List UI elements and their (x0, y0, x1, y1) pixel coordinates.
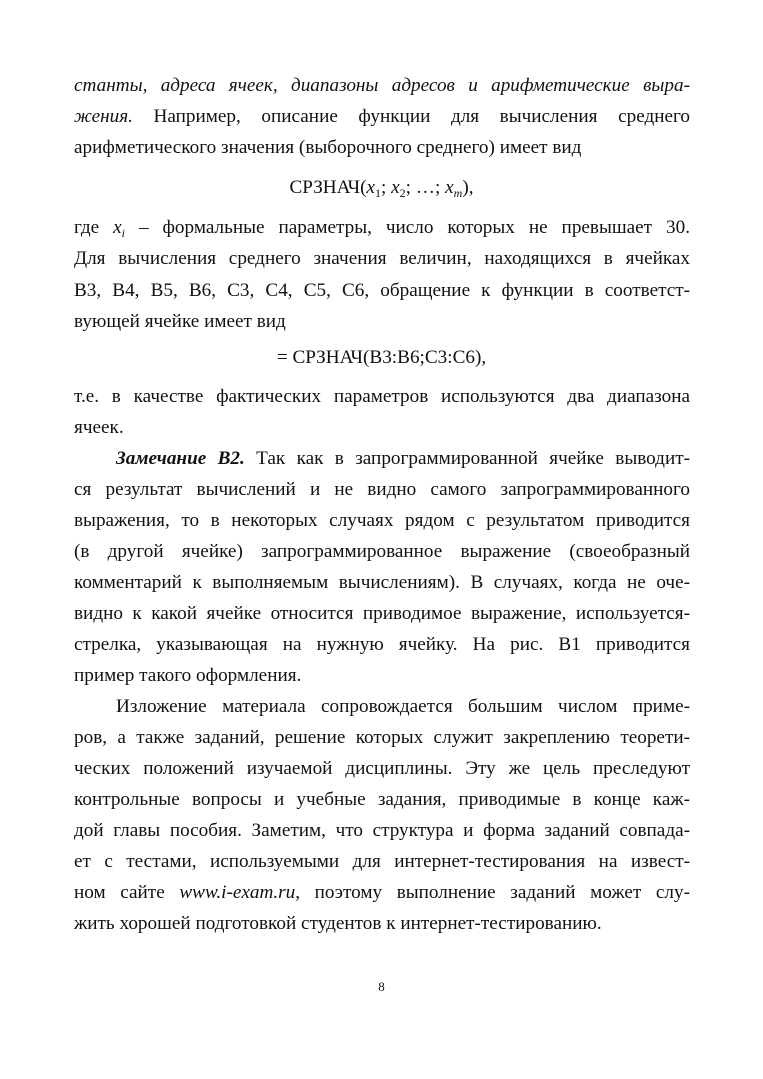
formula-function: СРЗНАЧ( (289, 177, 367, 198)
text-span: где (74, 217, 114, 238)
text-line: ческих положений изучаемой дисциплины. Эту же цель преследуют (74, 758, 690, 779)
text-span: – формальные параметры, число которых не превышает 30. (125, 217, 690, 238)
formula-sep: ; (381, 177, 392, 198)
text-line: ся результат вычислений и не видно самого запрограммированного (74, 479, 690, 500)
formula-var: x (366, 177, 375, 198)
formula-average (0, 172, 763, 203)
website-url: www.i-exam.ru (179, 882, 296, 903)
text-span: Так как в запрограммированной ячейке выводит- (244, 448, 690, 469)
text-line: арифметического значения (выборочного среднего) имеет вид (74, 137, 582, 158)
formula-var: x (113, 217, 122, 238)
formula-var: x (391, 177, 400, 198)
text-line (74, 212, 690, 243)
text-line: Для вычисления среднего значения величин, находящихся в ячейках (74, 248, 690, 269)
text-line: Изложение материала сопровождается большим числом приме- (116, 696, 690, 717)
formula-cell: = СРЗНАЧ(B3:B6;C3:C6), (276, 347, 487, 368)
text-line: контрольные вопросы и учебные задания, приводимые в конце каж- (74, 789, 690, 810)
text-line: B3, B4, B5, B6, C3, C4, C5, C6, обращение к функции в соответст- (74, 280, 690, 301)
italic-text: станты, адреса ячеек, диапазоны адресов и арифметические выра- (74, 75, 690, 96)
text-line: (в другой ячейке) запрограммированное выражение (своеобразный (74, 541, 690, 562)
text-line: ячеек. (74, 417, 124, 438)
formula-sub: m (453, 186, 463, 200)
text-line (74, 70, 690, 101)
text-span: Например, описание функции для вычисления среднего (132, 106, 690, 127)
page-number: 8 (378, 979, 385, 994)
text-line: видно к какой ячейке относится приводимое выражение, используется- (74, 603, 690, 624)
text-line (74, 877, 690, 908)
text-line: комментарий к выполняемым вычислениям). В случаях, когда не оче- (74, 572, 690, 593)
text-line: ет с тестами, используемыми для интернет-тестирования на извест- (74, 851, 690, 872)
text-line: ров, а также заданий, решение которых служит закреплению теорети- (74, 727, 690, 748)
text-line: дой главы пособия. Заметим, что структура и форма заданий совпада- (74, 820, 690, 841)
text-line: жить хорошей подготовкой студентов к интернет-тестированию. (74, 913, 602, 934)
formula-end: ), (462, 177, 474, 198)
text-line (74, 101, 690, 132)
formula-sub: 2 (399, 186, 406, 200)
text-line (116, 443, 690, 474)
formula-sep: ; …; (405, 177, 446, 198)
text-line: стрелка, указывающая на нужную ячейку. На рис. В1 приводится (74, 634, 690, 655)
text-span: ном сайте (74, 882, 180, 903)
text-line: выражения, то в некоторых случаях рядом с результатом приводится (74, 510, 690, 531)
text-line: т.е. в качестве фактических параметров используются два диапазона (74, 386, 690, 407)
formula-sub: 1 (375, 186, 381, 200)
italic-text: жения. (74, 106, 133, 127)
text-line: вующей ячейке имеет вид (74, 311, 286, 332)
formula-var: x (445, 177, 454, 198)
formula-sub: i (121, 226, 126, 240)
text-line: пример такого оформления. (74, 665, 302, 686)
remark-label: Замечание В2. (116, 448, 245, 469)
text-span: , поэтому выполнение заданий может слу- (295, 882, 690, 903)
